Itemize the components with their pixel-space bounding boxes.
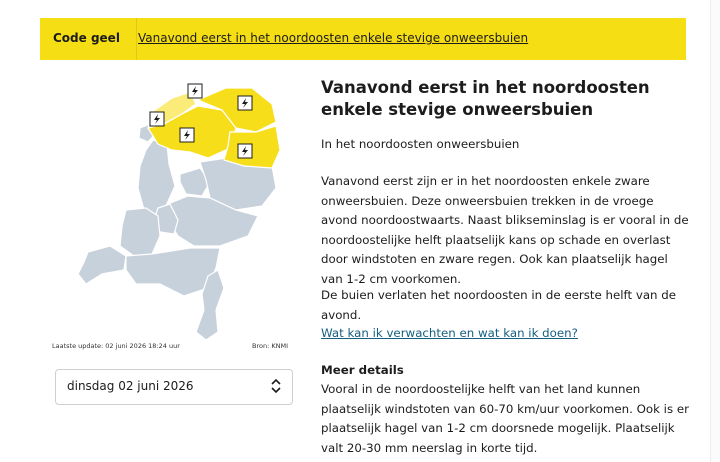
lightning-icon — [180, 128, 194, 142]
article-title: Vanavond eerst in het noordoosten enkele stevige onweersbuien — [321, 78, 650, 119]
article-paragraph-2: De buien verlaten het noordoosten in de eerste helft van de avond. — [321, 288, 677, 322]
article-paragraph-1: Vanavond eerst zijn er in het noordoosten enkele zware onweersbuien. Deze onweersbuien trekken in de vroege avond noordoostwaarts. Naast blikseminslag is er vooral in de noordoostelijke helft plaatselijk kans op schade en overlast door windstoten en zware regen. Ook kan plaatselijk hagel van 1-2 cm voorkomen. — [321, 174, 689, 286]
scrollbar-track[interactable] — [710, 0, 720, 462]
banner-divider — [136, 18, 137, 60]
date-select[interactable] — [55, 369, 293, 405]
lightning-icon — [238, 96, 252, 110]
help-link[interactable]: Wat kan ik verwachten en wat kan ik doen? — [321, 326, 578, 340]
region-zeeland — [78, 246, 126, 284]
warning-banner — [40, 18, 686, 60]
details-text: Vooral in de noordoostelijke helft van het land kunnen plaatselijk windstoten van 60-70 km/uur voorkomen. Ook is er plaatselijk hagel van 1-2 cm doorsnede mogelijk. Plaatselijk valt 20-30 mm neerslag in korte tijd. — [321, 382, 689, 455]
lightning-icon — [188, 84, 202, 98]
date-select-value: dinsdag 02 juni 2026 — [67, 379, 194, 393]
map-last-update: Laatste update: 02 juni 2026 18:24 uur — [52, 342, 180, 350]
map-source: Bron: KNMI — [252, 342, 288, 350]
details-heading: Meer details — [321, 363, 404, 377]
region-zuid-holland — [120, 208, 160, 256]
warning-code-label: Code geel — [53, 31, 120, 45]
chevron-up-down-icon — [270, 377, 282, 395]
lightning-icon — [150, 112, 164, 126]
lightning-icon — [238, 144, 252, 158]
warning-map — [40, 70, 292, 355]
warning-headline-link[interactable]: Vanavond eerst in het noordoosten enkele stevige onweersbuien — [138, 31, 529, 45]
article-lead: In het noordoosten onweersbuien — [321, 137, 520, 151]
netherlands-map — [40, 70, 292, 355]
